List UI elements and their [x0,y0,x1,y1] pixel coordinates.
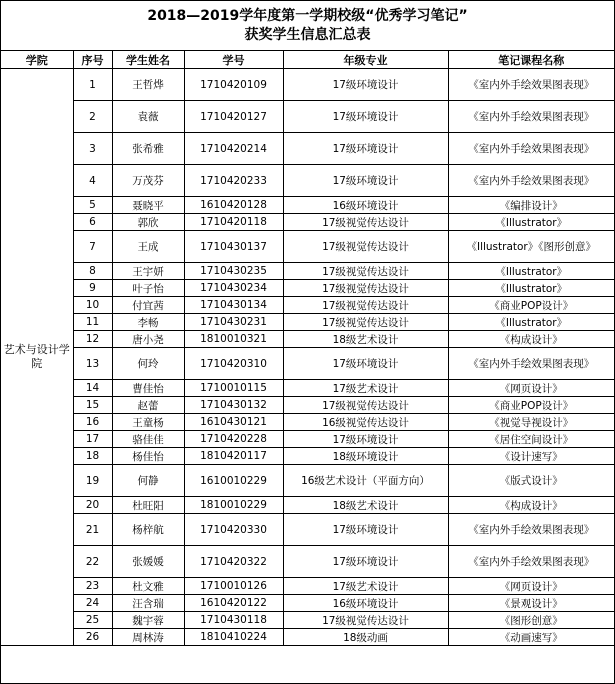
table-body [1,69,614,646]
cell-id: 1710420214 [184,133,283,165]
cell-name: 万茂芬 [112,165,184,197]
cell-seq: 19 [73,465,112,497]
cell-name: 郭欣 [112,214,184,231]
table-row [1,595,614,612]
table-row [1,133,614,165]
cell-course: 《Illustrator》 [448,263,614,280]
table-row [1,497,614,514]
cell-grade-major: 18级艺术设计 [283,497,448,514]
table-row [1,431,614,448]
cell-name: 张希雅 [112,133,184,165]
table-row [1,578,614,595]
cell-grade-major: 17级环境设计 [283,348,448,380]
cell-name: 聂晓平 [112,197,184,214]
cell-course: 《室内外手绘效果图表现》 [448,101,614,133]
cell-grade-major: 17级视觉传达设计 [283,263,448,280]
cell-name: 杨梓航 [112,514,184,546]
table-row [1,380,614,397]
cell-grade-major: 17级环境设计 [283,514,448,546]
cell-course: 《室内外手绘效果图表现》 [448,165,614,197]
cell-course: 《室内外手绘效果图表现》 [448,69,614,101]
cell-seq: 14 [73,380,112,397]
college-cell: 艺术与设计学院 [1,69,73,646]
cell-grade-major: 17级视觉传达设计 [283,397,448,414]
cell-name: 杨佳怡 [112,448,184,465]
cell-course: 《Illustrator》《图形创意》 [448,231,614,263]
cell-course: 《构成设计》 [448,497,614,514]
cell-seq: 3 [73,133,112,165]
cell-name: 魏宇蓉 [112,612,184,629]
table-row [1,612,614,629]
header-id: 学号 [184,51,283,69]
cell-seq: 8 [73,263,112,280]
table-row [1,465,614,497]
cell-name: 何静 [112,465,184,497]
cell-id: 1710430134 [184,297,283,314]
cell-course: 《Illustrator》 [448,280,614,297]
table-row [1,514,614,546]
cell-seq: 13 [73,348,112,380]
cell-name: 杜旺阳 [112,497,184,514]
cell-course: 《网页设计》 [448,578,614,595]
cell-name: 赵蕾 [112,397,184,414]
cell-grade-major: 16级环境设计 [283,595,448,612]
cell-course: 《居住空间设计》 [448,431,614,448]
table-row [1,297,614,314]
cell-id: 1710420127 [184,101,283,133]
cell-seq: 7 [73,231,112,263]
table-row [1,214,614,231]
header-name: 学生姓名 [112,51,184,69]
table-row [1,165,614,197]
cell-name: 付宜茜 [112,297,184,314]
cell-id: 1710010126 [184,578,283,595]
cell-grade-major: 18级环境设计 [283,448,448,465]
cell-grade-major: 17级视觉传达设计 [283,314,448,331]
cell-course: 《室内外手绘效果图表现》 [448,348,614,380]
cell-course: 《设计速写》 [448,448,614,465]
cell-course: 《版式设计》 [448,465,614,497]
cell-grade-major: 17级环境设计 [283,431,448,448]
cell-seq: 16 [73,414,112,431]
cell-grade-major: 18级动画 [283,629,448,646]
cell-name: 曹佳怡 [112,380,184,397]
cell-name: 王宇妍 [112,263,184,280]
cell-grade-major: 17级艺术设计 [283,578,448,595]
cell-seq: 1 [73,69,112,101]
cell-grade-major: 17级环境设计 [283,546,448,578]
cell-name: 骆佳佳 [112,431,184,448]
cell-course: 《视觉导视设计》 [448,414,614,431]
cell-seq: 6 [73,214,112,231]
cell-id: 1710430235 [184,263,283,280]
cell-grade-major: 17级环境设计 [283,69,448,101]
cell-id: 1710420322 [184,546,283,578]
header-college: 学院 [1,51,73,69]
cell-seq: 15 [73,397,112,414]
cell-grade-major: 17级视觉传达设计 [283,297,448,314]
table-row [1,414,614,431]
cell-seq: 10 [73,297,112,314]
cell-grade-major: 17级环境设计 [283,133,448,165]
header-course: 笔记课程名称 [448,51,614,69]
cell-name: 袁薇 [112,101,184,133]
cell-course: 《景观设计》 [448,595,614,612]
cell-name: 李畅 [112,314,184,331]
cell-id: 1710430231 [184,314,283,331]
cell-name: 王哲烨 [112,69,184,101]
cell-grade-major: 17级视觉传达设计 [283,612,448,629]
cell-seq: 4 [73,165,112,197]
cell-seq: 5 [73,197,112,214]
cell-id: 1710420233 [184,165,283,197]
cell-course: 《网页设计》 [448,380,614,397]
header-row [1,51,614,69]
cell-course: 《构成设计》 [448,331,614,348]
cell-id: 1710420118 [184,214,283,231]
cell-id: 1710430132 [184,397,283,414]
cell-grade-major: 16级艺术设计（平面方向） [283,465,448,497]
cell-course: 《Illustrator》 [448,314,614,331]
cell-name: 王成 [112,231,184,263]
table-row [1,197,614,214]
cell-name: 周林涛 [112,629,184,646]
header-seq: 序号 [73,51,112,69]
table-row [1,546,614,578]
cell-id: 1810410224 [184,629,283,646]
table-row [1,101,614,133]
cell-id: 1710420330 [184,514,283,546]
cell-course: 《动画速写》 [448,629,614,646]
title-line-2: 获奖学生信息汇总表 [244,27,371,43]
table-row [1,448,614,465]
cell-name: 张媛媛 [112,546,184,578]
cell-id: 1610430121 [184,414,283,431]
cell-grade-major: 17级环境设计 [283,101,448,133]
cell-id: 1810010321 [184,331,283,348]
cell-course: 《室内外手绘效果图表现》 [448,546,614,578]
cell-name: 唐小尧 [112,331,184,348]
table-row [1,263,614,280]
table-row [1,629,614,646]
cell-seq: 22 [73,546,112,578]
table-row [1,397,614,414]
cell-name: 叶子怡 [112,280,184,297]
table-row [1,314,614,331]
header-grade-major: 年级专业 [283,51,448,69]
cell-id: 1810010229 [184,497,283,514]
cell-grade-major: 17级视觉传达设计 [283,231,448,263]
cell-course: 《室内外手绘效果图表现》 [448,133,614,165]
cell-course: 《商业POP设计》 [448,397,614,414]
cell-grade-major: 17级环境设计 [283,165,448,197]
student-table [1,51,614,646]
title-line-1: 2018—2019学年度第一学期校级“优秀学习笔记” [147,8,468,24]
cell-name: 何玲 [112,348,184,380]
cell-id: 1710430137 [184,231,283,263]
table-row [1,280,614,297]
cell-grade-major: 17级视觉传达设计 [283,214,448,231]
cell-grade-major: 16级视觉传达设计 [283,414,448,431]
cell-grade-major: 17级视觉传达设计 [283,280,448,297]
cell-seq: 26 [73,629,112,646]
cell-seq: 2 [73,101,112,133]
cell-id: 1710430118 [184,612,283,629]
cell-grade-major: 18级艺术设计 [283,331,448,348]
cell-seq: 11 [73,314,112,331]
page-title [1,1,614,51]
cell-seq: 25 [73,612,112,629]
cell-id: 1610420128 [184,197,283,214]
cell-id: 1710420310 [184,348,283,380]
table-row [1,69,614,101]
cell-id: 1610420122 [184,595,283,612]
cell-seq: 17 [73,431,112,448]
table-row [1,231,614,263]
cell-seq: 12 [73,331,112,348]
cell-grade-major: 16级环境设计 [283,197,448,214]
table-row [1,348,614,380]
cell-seq: 20 [73,497,112,514]
cell-name: 杜文雅 [112,578,184,595]
cell-grade-major: 17级艺术设计 [283,380,448,397]
cell-course: 《Illustrator》 [448,214,614,231]
cell-id: 1610010229 [184,465,283,497]
cell-seq: 9 [73,280,112,297]
cell-seq: 24 [73,595,112,612]
cell-course: 《编排设计》 [448,197,614,214]
cell-course: 《商业POP设计》 [448,297,614,314]
cell-course: 《室内外手绘效果图表现》 [448,514,614,546]
cell-seq: 23 [73,578,112,595]
cell-id: 1710420228 [184,431,283,448]
cell-seq: 18 [73,448,112,465]
cell-course: 《图形创意》 [448,612,614,629]
table-row [1,331,614,348]
cell-seq: 21 [73,514,112,546]
cell-id: 1810420117 [184,448,283,465]
cell-id: 1710430234 [184,280,283,297]
cell-name: 汪含瑞 [112,595,184,612]
cell-id: 1710010115 [184,380,283,397]
cell-id: 1710420109 [184,69,283,101]
cell-name: 王童杨 [112,414,184,431]
